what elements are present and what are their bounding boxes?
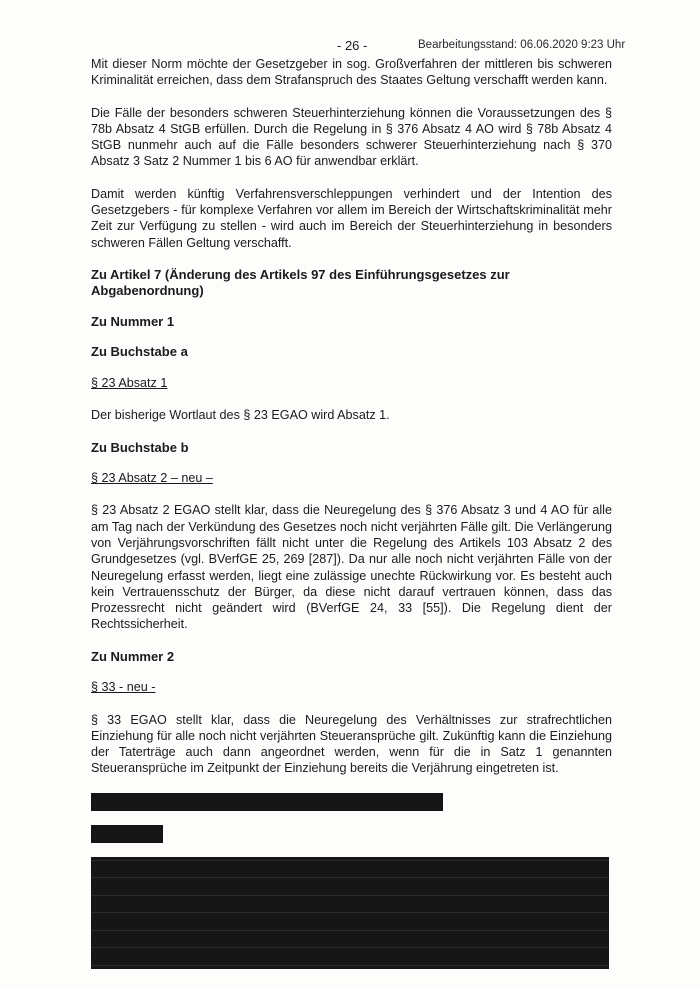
paragraph-5: § 23 Absatz 2 EGAO stellt klar, dass die Neuregelung des § 376 Absatz 3 und 4 AO für alle am Tag nach der Verkündung des Gesetzes noch nicht verjährten Fälle gilt. Die Verlängerung von Verjährungsvorschriften fällt nicht unter die Regelung des Artikels 103 Absatz 2 des Grundgesetzes (vgl. BVerfGE 25, 269 [287]). Da nur alle noch nicht verjährten Fälle von der Neuregelung erfasst werden, liegt eine zulässige unechte Rückwirkung vor. Es besteht auch kein Vertrauensschutz der Bürger, da diese nicht darauf vertrauen können, dass das Prozessrecht nicht geändert wird (BVerfGE 24, 33 [55]). Die Regelung dient der Rechtssicherheit. — [91, 503, 612, 632]
section-23-absatz-1: § 23 Absatz 1 — [91, 375, 168, 390]
redaction-line — [91, 947, 609, 948]
paragraph-2: Die Fälle der besonders schweren Steuerhinterziehung können die Voraussetzungen des § 78b Absatz 4 StGB erfüllen. Durch die Regelung in § 376 Absatz 4 AO wird § 78b Absatz 4 StGB nunmehr auch auf die Fälle besonders schwerer Steuerhinterziehung nach § 370 Absatz 3 Satz 2 Nummer 1 bis 6 AO für anwendbar erklärt. — [91, 105, 612, 169]
document-body — [91, 56, 612, 983]
section-23-absatz-2: § 23 Absatz 2 – neu – — [91, 471, 213, 486]
paragraph-3: Damit werden künftig Verfahrensverschleppungen verhindert und der Intention des Gesetzgebers - für komplexe Verfahren vor allem im Bereich der Wirtschaftskriminalität mehr Zeit zur Verfügung zu stellen - wird auch im Bereich der Steuerhinterziehung in besonders schweren Fällen Geltung verschafft. — [91, 186, 612, 250]
paragraph-1: Mit dieser Norm möchte der Gesetzgeber in sog. Großverfahren der mittleren bis schweren Kriminalität erreichen, dass dem Strafanspruch des Staates Geltung verschafft werden kann. — [91, 57, 612, 88]
paragraph-6: § 33 EGAO stellt klar, dass die Neuregelung des Verhältnisses zur strafrechtlichen Einziehung für alle noch nicht verjährten Steueransprüche gilt. Zukünftig kann die Einziehung der Taterträge auch dann angeordnet werden, wenn für die in Satz 1 genannten Steueransprüche im Zeitpunkt der Einziehung bereits die Verjährung eingetreten ist. — [91, 712, 612, 776]
redaction-bar — [91, 825, 163, 843]
section-33: § 33 - neu - — [91, 680, 156, 695]
edit-status: Bearbeitungsstand: 06.06.2020 9:23 Uhr — [418, 39, 626, 51]
heading-artikel-7: Zu Artikel 7 (Änderung des Artikels 97 des Einführungsgesetzes zur Abgabenordnung) — [91, 266, 510, 299]
redaction-line — [91, 860, 609, 861]
redaction-line — [91, 965, 609, 966]
page-header — [0, 38, 700, 54]
redaction-line — [91, 912, 609, 913]
redaction-bar — [91, 793, 443, 811]
paragraph-4: Der bisherige Wortlaut des § 23 EGAO wird Absatz 1. — [91, 408, 390, 423]
redaction-line — [91, 930, 609, 931]
heading-buchstabe-a: Zu Buchstabe a — [91, 344, 188, 360]
heading-nummer-2: Zu Nummer 2 — [91, 648, 175, 664]
redaction-line — [91, 877, 609, 878]
redaction-block — [91, 857, 609, 969]
heading-nummer-1: Zu Nummer 1 — [91, 313, 175, 329]
heading-buchstabe-b: Zu Buchstabe b — [91, 439, 189, 455]
page-number: - 26 - — [337, 38, 368, 53]
redaction-line — [91, 895, 609, 896]
